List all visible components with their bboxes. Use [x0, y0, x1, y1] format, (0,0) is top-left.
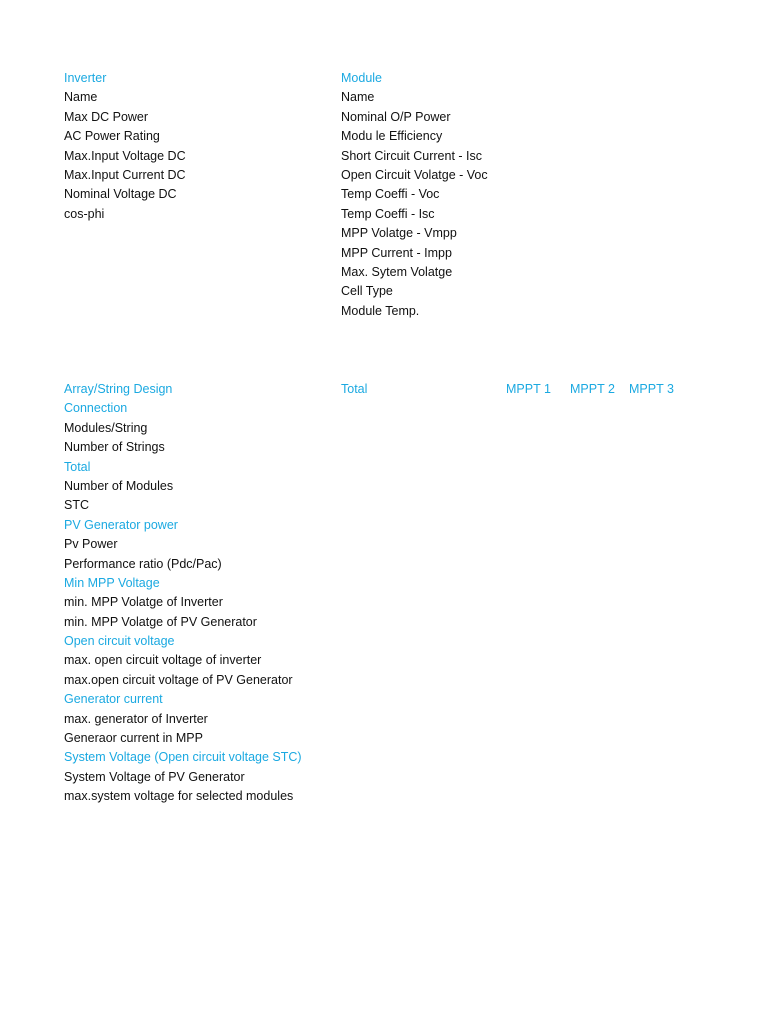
array-field: max. open circuit voltage of inverter: [64, 653, 262, 668]
module-field: MPP Current - Impp: [341, 245, 452, 260]
array-string-design-section: [64, 380, 302, 807]
inverter-field: Max.Input Current DC: [64, 167, 186, 182]
array-field: STC: [64, 498, 89, 513]
module-field: Cell Type: [341, 284, 393, 299]
array-field: min. MPP Volatge of Inverter: [64, 595, 223, 610]
array-field: Modules/String: [64, 420, 148, 435]
array-field: Pv Power: [64, 537, 118, 552]
array-subheading: Min MPP Voltage: [64, 575, 160, 590]
inverter-heading: Inverter: [64, 71, 107, 85]
array-subheading: PV Generator power: [64, 517, 178, 532]
module-field: Modu le Efficiency: [341, 129, 443, 144]
inverter-field: AC Power Rating: [64, 129, 160, 144]
module-field: Max. Sytem Volatge: [341, 264, 453, 279]
total-column-header: Total: [341, 382, 368, 396]
array-field: System Voltage of PV Generator: [64, 769, 245, 784]
mppt3-column-header: MPPT 3: [629, 382, 674, 396]
module-field: Open Circuit Volatge - Voc: [341, 167, 488, 182]
array-field: Number of Strings: [64, 440, 165, 455]
array-field: Number of Modules: [64, 478, 174, 493]
inverter-field: Nominal Voltage DC: [64, 187, 177, 202]
module-field: MPP Volatge - Vmpp: [341, 226, 457, 241]
inverter-field: Max.Input Voltage DC: [64, 148, 186, 163]
module-section: [341, 69, 488, 321]
array-field: max.system voltage for selected modules: [64, 789, 294, 804]
array-field: max. generator of Inverter: [64, 711, 208, 726]
array-field: Performance ratio (Pdc/Pac): [64, 556, 222, 571]
module-field: Nominal O/P Power: [341, 109, 451, 124]
inverter-section: [64, 69, 186, 224]
array-field: Generaor current in MPP: [64, 731, 203, 746]
module-heading: Module: [341, 71, 382, 85]
module-field: Short Circuit Current - Isc: [341, 148, 483, 163]
array-subheading: System Voltage (Open circuit voltage STC): [64, 750, 302, 765]
array-subheading: Open circuit voltage: [64, 634, 175, 649]
array-subheading: Total: [64, 459, 91, 474]
array-heading: Array/String Design: [64, 382, 173, 396]
module-field: Temp Coeffi - Isc: [341, 206, 435, 221]
array-field: max.open circuit voltage of PV Generator: [64, 672, 293, 687]
module-field: Temp Coeffi - Voc: [341, 187, 440, 202]
array-field: min. MPP Volatge of PV Generator: [64, 614, 257, 629]
module-field: Name: [341, 90, 375, 105]
mppt1-column-header: MPPT 1: [506, 382, 551, 396]
inverter-field: Name: [64, 90, 98, 105]
array-subheading: Connection: [64, 401, 128, 416]
inverter-field: Max DC Power: [64, 109, 149, 124]
mppt2-column-header: MPPT 2: [570, 382, 615, 396]
module-field: Module Temp.: [341, 303, 420, 318]
array-subheading: Generator current: [64, 692, 163, 707]
inverter-field: cos-phi: [64, 206, 105, 221]
